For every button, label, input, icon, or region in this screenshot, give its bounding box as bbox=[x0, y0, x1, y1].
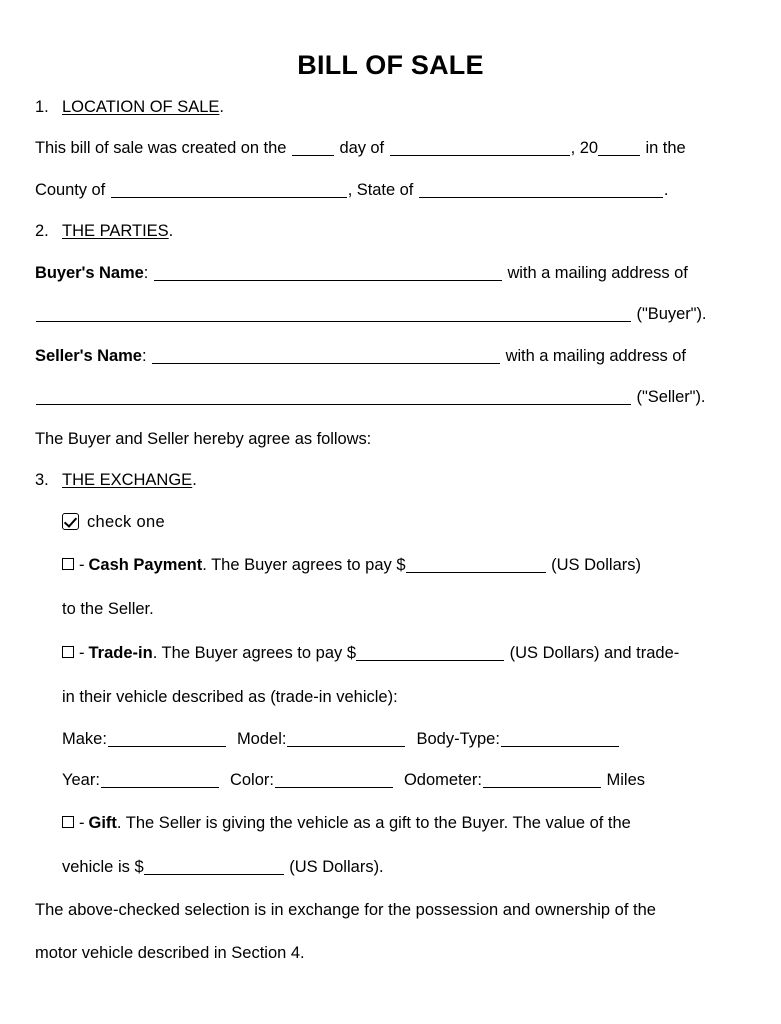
buyer-name-label: Buyer's Name bbox=[35, 263, 144, 282]
section-title-location: LOCATION OF SALE bbox=[62, 97, 220, 116]
location-line-2 bbox=[35, 170, 746, 212]
section-number-2: 2. bbox=[35, 222, 49, 241]
option-dash-trade-in: - bbox=[79, 643, 85, 662]
option-row-cash-payment bbox=[35, 543, 746, 587]
checkbox-empty-icon-gift[interactable] bbox=[62, 816, 74, 828]
check-one-label: check one bbox=[87, 512, 165, 531]
section-number-3: 3. bbox=[35, 471, 49, 490]
county-blank[interactable] bbox=[111, 183, 347, 198]
odometer-label: Odometer: bbox=[403, 770, 482, 789]
day-blank[interactable] bbox=[292, 141, 334, 156]
section-period-3: . bbox=[192, 471, 197, 490]
color-label: Color: bbox=[229, 770, 274, 789]
state-blank[interactable] bbox=[419, 183, 663, 198]
odometer-blank[interactable] bbox=[483, 773, 601, 788]
buyer-address-blank[interactable] bbox=[36, 307, 631, 322]
checkbox-checked-icon[interactable] bbox=[62, 513, 79, 530]
state-label: , State of bbox=[347, 180, 414, 199]
seller-name-line bbox=[35, 336, 746, 378]
page-title: BILL OF SALE bbox=[297, 50, 484, 80]
vehicle-row-2 bbox=[35, 760, 746, 801]
option-text-trade-in-before: . The Buyer agrees to pay $ bbox=[152, 643, 357, 662]
color-blank[interactable] bbox=[275, 773, 393, 788]
checkbox-empty-icon-cash[interactable] bbox=[62, 558, 74, 570]
buyer-name-line bbox=[35, 253, 746, 295]
option-text-trade-in-after: (US Dollars) and trade- bbox=[509, 643, 680, 662]
section-period-2: . bbox=[168, 222, 174, 241]
month-blank[interactable] bbox=[390, 141, 570, 156]
section-heading-location bbox=[35, 87, 746, 129]
location-line-1 bbox=[35, 128, 746, 170]
model-blank[interactable] bbox=[287, 732, 405, 747]
buyer-address-line bbox=[35, 294, 746, 336]
cash-amount-blank[interactable] bbox=[406, 558, 546, 573]
seller-mailing-text: with a mailing address of bbox=[505, 346, 686, 365]
option-name-cash: Cash Payment bbox=[88, 555, 203, 574]
option-row-gift bbox=[35, 801, 746, 845]
option-name-trade-in: Trade-in bbox=[88, 643, 153, 662]
section-title-exchange: THE EXCHANGE bbox=[62, 471, 193, 490]
county-label: County of bbox=[35, 180, 106, 199]
seller-name-colon: : bbox=[141, 346, 147, 365]
location-text-b: day of bbox=[339, 139, 385, 158]
year-label: Year: bbox=[62, 770, 100, 789]
section-heading-parties bbox=[35, 211, 746, 253]
seller-tag: ("Seller"). bbox=[636, 388, 706, 407]
section-number-1: 1. bbox=[35, 97, 49, 116]
checkbox-empty-icon-trade-in[interactable] bbox=[62, 646, 74, 658]
buyer-name-blank[interactable] bbox=[154, 266, 502, 281]
gift-value-after: (US Dollars). bbox=[289, 857, 384, 876]
closing-line-1: The above-checked selection is in exchange for the possession and ownership of the bbox=[35, 900, 656, 919]
location-text-d: in the bbox=[645, 139, 686, 158]
closing-line-2: motor vehicle described in Section 4. bbox=[35, 943, 305, 962]
seller-name-label: Seller's Name bbox=[35, 346, 142, 365]
location-period: . bbox=[663, 180, 669, 199]
miles-unit: Miles bbox=[606, 770, 646, 789]
body-type-blank[interactable] bbox=[501, 732, 619, 747]
make-label: Make: bbox=[62, 729, 107, 748]
gift-value-text: vehicle is $ bbox=[62, 857, 144, 876]
gift-amount-blank[interactable] bbox=[144, 860, 284, 875]
seller-address-line bbox=[35, 377, 746, 419]
buyer-mailing-text: with a mailing address of bbox=[507, 263, 688, 282]
option-text-cash-before: . The Buyer agrees to pay $ bbox=[202, 555, 406, 574]
option-cont-trade-in: in their vehicle described as (trade-in vehicle): bbox=[62, 687, 398, 706]
check-one-row bbox=[35, 502, 746, 543]
agreement-line: The Buyer and Seller hereby agree as follows: bbox=[35, 429, 372, 448]
seller-address-blank[interactable] bbox=[36, 390, 631, 405]
make-blank[interactable] bbox=[108, 732, 226, 747]
model-label: Model: bbox=[236, 729, 287, 748]
option-cont-cash: to the Seller. bbox=[62, 599, 154, 618]
section-heading-exchange bbox=[35, 460, 746, 502]
option-dash-cash: - bbox=[79, 555, 85, 574]
option-text-gift-before: . The Seller is giving the vehicle as a gift to the Buyer. The value of the bbox=[116, 813, 631, 832]
vehicle-year-blank[interactable] bbox=[101, 773, 219, 788]
section-title-parties: THE PARTIES bbox=[62, 222, 169, 241]
option-dash-gift: - bbox=[79, 813, 85, 832]
option-cont-gift bbox=[35, 845, 746, 889]
seller-name-blank[interactable] bbox=[152, 349, 500, 364]
buyer-tag: ("Buyer"). bbox=[636, 305, 707, 324]
section-period-1: . bbox=[219, 97, 224, 116]
buyer-name-colon: : bbox=[143, 263, 149, 282]
body-type-label: Body-Type: bbox=[416, 729, 500, 748]
trade-in-amount-blank[interactable] bbox=[356, 646, 504, 661]
option-text-cash-after: (US Dollars) bbox=[551, 555, 641, 574]
option-name-gift: Gift bbox=[88, 813, 117, 832]
year-blank[interactable] bbox=[598, 141, 640, 156]
vehicle-row-1 bbox=[35, 719, 746, 760]
option-row-trade-in bbox=[35, 631, 746, 675]
location-text-c: , 20 bbox=[570, 139, 598, 158]
location-text-a: This bill of sale was created on the bbox=[35, 139, 287, 158]
